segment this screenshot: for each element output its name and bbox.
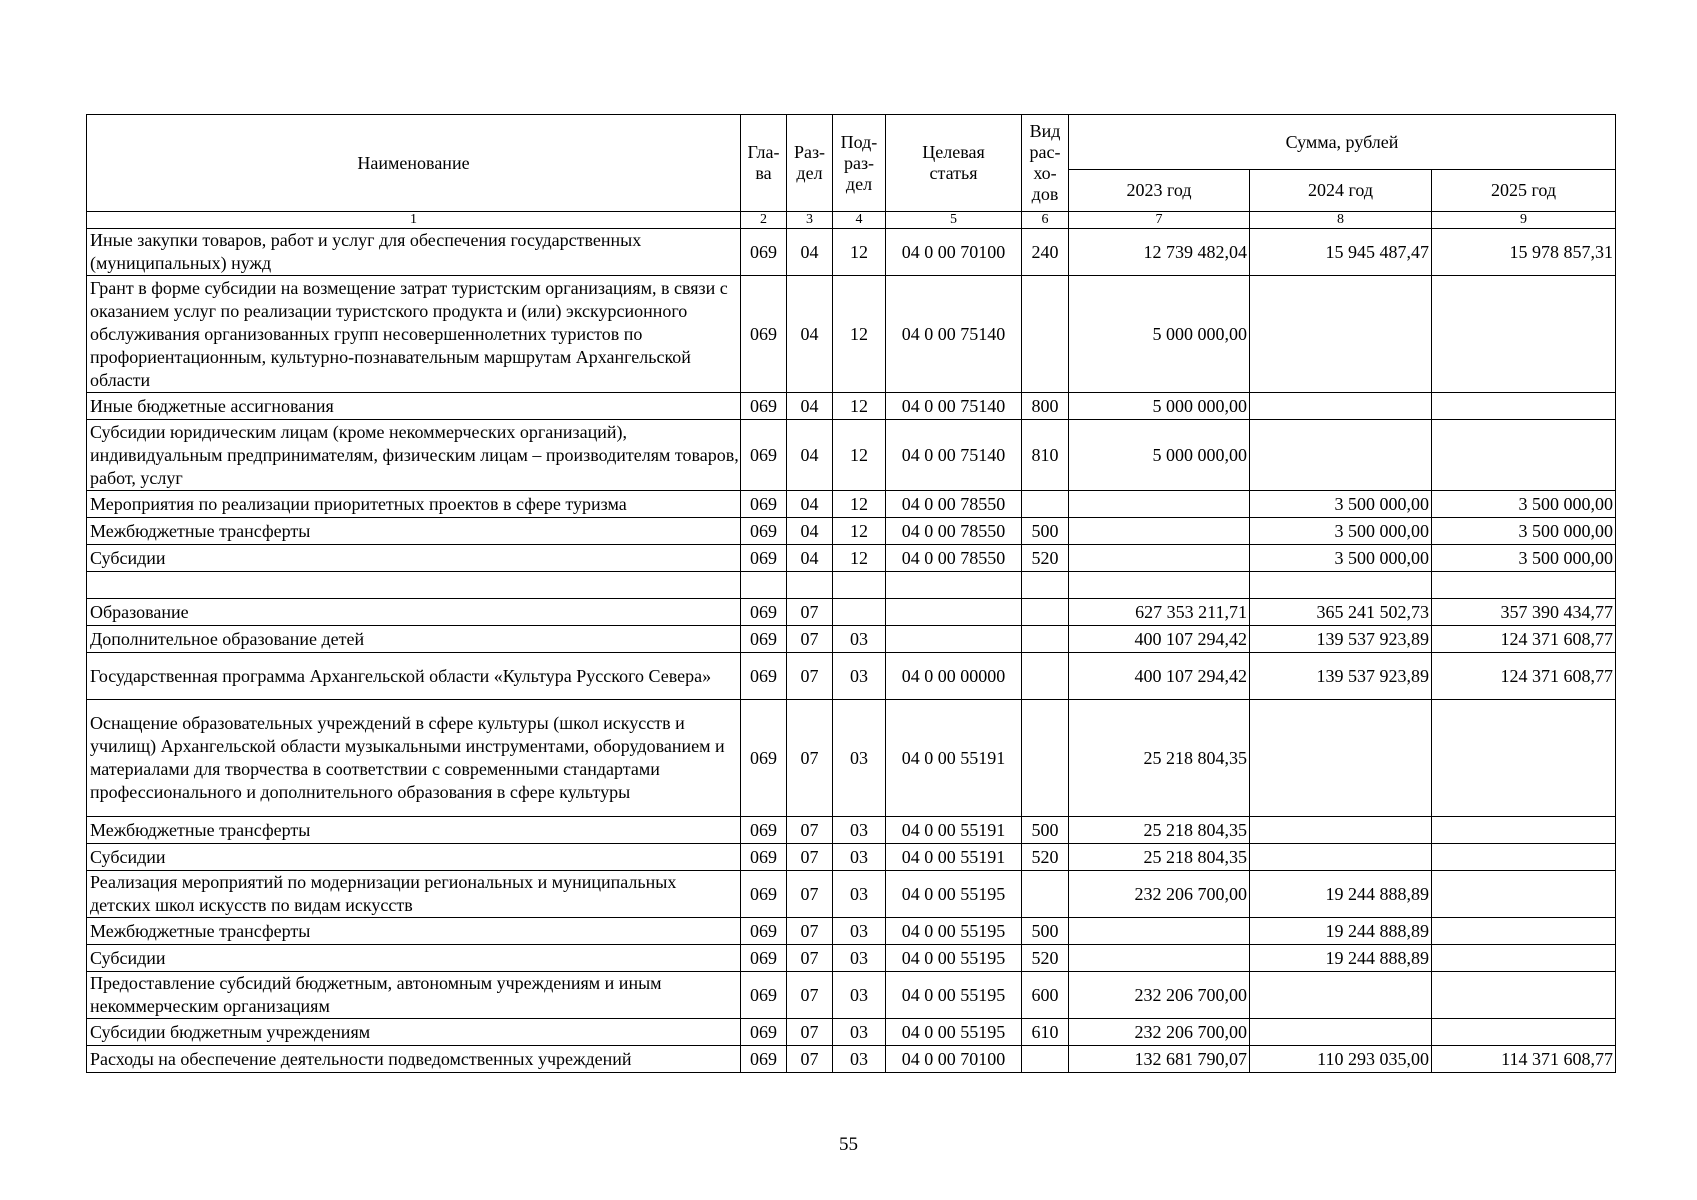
row-sum-2023: 232 206 700,00 bbox=[1069, 1019, 1250, 1046]
row-sum-2025 bbox=[1432, 276, 1616, 393]
header-year-2024: 2024 год bbox=[1250, 170, 1432, 212]
row-section: 07 bbox=[787, 626, 833, 653]
row-name: Субсидии bbox=[87, 844, 741, 871]
row-sum-2025: 124 371 608,77 bbox=[1432, 653, 1616, 700]
row-sum-2024: 365 241 502,73 bbox=[1250, 599, 1432, 626]
row-name: Субсидии юридическим лицам (кроме некоммерческих организаций), индивидуальным предпринимателям, физическим лицам – производителям товаров, работ, услуг bbox=[87, 420, 741, 491]
table-row bbox=[87, 653, 1616, 700]
row-target: 04 0 00 55195 bbox=[886, 945, 1022, 972]
row-sum-2025 bbox=[1432, 700, 1616, 817]
row-sum-2025 bbox=[1432, 817, 1616, 844]
row-subsection: 03 bbox=[833, 918, 886, 945]
row-sum-2025 bbox=[1432, 871, 1616, 918]
row-sum-2024: 15 945 487,47 bbox=[1250, 229, 1432, 276]
table-row bbox=[87, 700, 1616, 817]
row-chapter bbox=[741, 572, 787, 599]
row-chapter: 069 bbox=[741, 1046, 787, 1073]
table-row bbox=[87, 393, 1616, 420]
row-sum-2025: 3 500 000,00 bbox=[1432, 545, 1616, 572]
row-chapter: 069 bbox=[741, 918, 787, 945]
row-sum-2024 bbox=[1250, 844, 1432, 871]
row-sum-2025 bbox=[1432, 918, 1616, 945]
table-row-empty bbox=[87, 572, 1616, 599]
row-expense-type: 610 bbox=[1022, 1019, 1069, 1046]
row-name: Грант в форме субсидии на возмещение затрат туристским организациям, в связи с оказанием услуг по реализации туристского продукта и (или) экскурсионного обслуживания организованных групп несовершеннолетних туристов по профориентационным, культурно-познавательным маршрутам Архангельской области bbox=[87, 276, 741, 393]
row-sum-2024: 139 537 923,89 bbox=[1250, 626, 1432, 653]
row-target: 04 0 00 75140 bbox=[886, 393, 1022, 420]
row-sum-2025: 3 500 000,00 bbox=[1432, 518, 1616, 545]
row-section: 04 bbox=[787, 420, 833, 491]
row-sum-2024: 3 500 000,00 bbox=[1250, 491, 1432, 518]
column-number: 6 bbox=[1022, 212, 1069, 229]
header-chapter: Гла- ва bbox=[741, 115, 787, 212]
row-section: 07 bbox=[787, 918, 833, 945]
row-target: 04 0 00 55191 bbox=[886, 700, 1022, 817]
table-row bbox=[87, 817, 1616, 844]
row-chapter: 069 bbox=[741, 276, 787, 393]
row-name: Государственная программа Архангельской области «Культура Русского Севера» bbox=[87, 653, 741, 700]
row-sum-2025: 357 390 434,77 bbox=[1432, 599, 1616, 626]
row-section: 04 bbox=[787, 518, 833, 545]
table-row bbox=[87, 276, 1616, 393]
row-sum-2024 bbox=[1250, 572, 1432, 599]
row-sum-2025 bbox=[1432, 420, 1616, 491]
table-row bbox=[87, 420, 1616, 491]
row-section: 07 bbox=[787, 1019, 833, 1046]
row-chapter: 069 bbox=[741, 844, 787, 871]
row-sum-2023: 232 206 700,00 bbox=[1069, 972, 1250, 1019]
column-number-row bbox=[87, 212, 1616, 229]
row-subsection: 12 bbox=[833, 229, 886, 276]
row-sum-2024: 19 244 888,89 bbox=[1250, 918, 1432, 945]
row-expense-type bbox=[1022, 276, 1069, 393]
row-sum-2024 bbox=[1250, 817, 1432, 844]
row-subsection: 03 bbox=[833, 972, 886, 1019]
row-target: 04 0 00 00000 bbox=[886, 653, 1022, 700]
row-section: 07 bbox=[787, 599, 833, 626]
row-sum-2023 bbox=[1069, 945, 1250, 972]
row-chapter: 069 bbox=[741, 599, 787, 626]
row-section: 04 bbox=[787, 491, 833, 518]
row-sum-2025 bbox=[1432, 1019, 1616, 1046]
row-target: 04 0 00 78550 bbox=[886, 518, 1022, 545]
table-row bbox=[87, 871, 1616, 918]
row-subsection: 12 bbox=[833, 393, 886, 420]
row-sum-2025 bbox=[1432, 572, 1616, 599]
row-target: 04 0 00 55195 bbox=[886, 1019, 1022, 1046]
table-row bbox=[87, 518, 1616, 545]
table-row bbox=[87, 626, 1616, 653]
row-name: Реализация мероприятий по модернизации региональных и муниципальных детских школ искусств по видам искусств bbox=[87, 871, 741, 918]
column-number: 7 bbox=[1069, 212, 1250, 229]
table-row bbox=[87, 599, 1616, 626]
row-name: Субсидии bbox=[87, 545, 741, 572]
row-expense-type: 520 bbox=[1022, 945, 1069, 972]
row-sum-2024 bbox=[1250, 276, 1432, 393]
row-subsection: 12 bbox=[833, 491, 886, 518]
header-expense-type: Вид рас- хо- дов bbox=[1022, 115, 1069, 212]
row-sum-2024 bbox=[1250, 420, 1432, 491]
row-subsection bbox=[833, 572, 886, 599]
row-section: 07 bbox=[787, 817, 833, 844]
row-subsection: 03 bbox=[833, 1046, 886, 1073]
row-expense-type bbox=[1022, 1046, 1069, 1073]
row-sum-2025: 124 371 608,77 bbox=[1432, 626, 1616, 653]
row-subsection: 12 bbox=[833, 420, 886, 491]
row-expense-type bbox=[1022, 572, 1069, 599]
row-sum-2025 bbox=[1432, 393, 1616, 420]
row-sum-2023 bbox=[1069, 545, 1250, 572]
table-row bbox=[87, 945, 1616, 972]
row-subsection: 03 bbox=[833, 1019, 886, 1046]
row-sum-2023: 5 000 000,00 bbox=[1069, 393, 1250, 420]
row-target: 04 0 00 78550 bbox=[886, 491, 1022, 518]
row-name: Межбюджетные трансферты bbox=[87, 518, 741, 545]
row-chapter: 069 bbox=[741, 545, 787, 572]
budget-table bbox=[86, 114, 1616, 1073]
row-sum-2025 bbox=[1432, 844, 1616, 871]
row-target: 04 0 00 70100 bbox=[886, 229, 1022, 276]
row-chapter: 069 bbox=[741, 653, 787, 700]
row-expense-type: 800 bbox=[1022, 393, 1069, 420]
column-number: 4 bbox=[833, 212, 886, 229]
row-sum-2025: 3 500 000,00 bbox=[1432, 491, 1616, 518]
row-chapter: 069 bbox=[741, 420, 787, 491]
table-row bbox=[87, 972, 1616, 1019]
table-row bbox=[87, 545, 1616, 572]
row-sum-2025: 15 978 857,31 bbox=[1432, 229, 1616, 276]
row-expense-type: 500 bbox=[1022, 518, 1069, 545]
column-number: 9 bbox=[1432, 212, 1616, 229]
row-name: Дополнительное образование детей bbox=[87, 626, 741, 653]
row-subsection: 12 bbox=[833, 518, 886, 545]
row-subsection: 03 bbox=[833, 844, 886, 871]
row-section: 07 bbox=[787, 972, 833, 1019]
row-sum-2023 bbox=[1069, 491, 1250, 518]
table-row bbox=[87, 229, 1616, 276]
row-expense-type bbox=[1022, 871, 1069, 918]
row-expense-type: 500 bbox=[1022, 817, 1069, 844]
row-chapter: 069 bbox=[741, 817, 787, 844]
row-chapter: 069 bbox=[741, 518, 787, 545]
row-section: 04 bbox=[787, 229, 833, 276]
row-section: 07 bbox=[787, 700, 833, 817]
row-sum-2023: 25 218 804,35 bbox=[1069, 700, 1250, 817]
row-target: 04 0 00 70100 bbox=[886, 1046, 1022, 1073]
row-chapter: 069 bbox=[741, 393, 787, 420]
column-number: 8 bbox=[1250, 212, 1432, 229]
row-sum-2023: 12 739 482,04 bbox=[1069, 229, 1250, 276]
row-sum-2023: 400 107 294,42 bbox=[1069, 626, 1250, 653]
row-expense-type: 600 bbox=[1022, 972, 1069, 1019]
row-section: 07 bbox=[787, 1046, 833, 1073]
row-expense-type: 500 bbox=[1022, 918, 1069, 945]
row-sum-2023: 5 000 000,00 bbox=[1069, 276, 1250, 393]
row-subsection: 03 bbox=[833, 653, 886, 700]
row-target: 04 0 00 55191 bbox=[886, 817, 1022, 844]
column-number: 5 bbox=[886, 212, 1022, 229]
row-subsection: 03 bbox=[833, 945, 886, 972]
row-sum-2024 bbox=[1250, 393, 1432, 420]
row-name: Мероприятия по реализации приоритетных проектов в сфере туризма bbox=[87, 491, 741, 518]
row-section: 07 bbox=[787, 871, 833, 918]
row-subsection: 12 bbox=[833, 276, 886, 393]
header-year-2025: 2025 год bbox=[1432, 170, 1616, 212]
row-chapter: 069 bbox=[741, 1019, 787, 1046]
row-sum-2024: 3 500 000,00 bbox=[1250, 545, 1432, 572]
row-expense-type bbox=[1022, 599, 1069, 626]
header-section: Раз- дел bbox=[787, 115, 833, 212]
row-sum-2024: 139 537 923,89 bbox=[1250, 653, 1432, 700]
row-expense-type: 240 bbox=[1022, 229, 1069, 276]
column-number: 1 bbox=[87, 212, 741, 229]
row-target: 04 0 00 55195 bbox=[886, 918, 1022, 945]
row-subsection: 03 bbox=[833, 817, 886, 844]
row-sum-2025 bbox=[1432, 972, 1616, 1019]
row-target: 04 0 00 75140 bbox=[886, 276, 1022, 393]
row-name bbox=[87, 572, 741, 599]
row-target: 04 0 00 55195 bbox=[886, 972, 1022, 1019]
row-sum-2024: 19 244 888,89 bbox=[1250, 871, 1432, 918]
column-number: 2 bbox=[741, 212, 787, 229]
row-sum-2023: 25 218 804,35 bbox=[1069, 844, 1250, 871]
row-target bbox=[886, 572, 1022, 599]
table-row bbox=[87, 1019, 1616, 1046]
row-section: 07 bbox=[787, 653, 833, 700]
row-sum-2024 bbox=[1250, 700, 1432, 817]
row-sum-2024 bbox=[1250, 1019, 1432, 1046]
row-name: Межбюджетные трансферты bbox=[87, 918, 741, 945]
column-number: 3 bbox=[787, 212, 833, 229]
row-expense-type bbox=[1022, 626, 1069, 653]
table-row bbox=[87, 1046, 1616, 1073]
row-chapter: 069 bbox=[741, 229, 787, 276]
row-expense-type: 520 bbox=[1022, 844, 1069, 871]
header-sum: Сумма, рублей bbox=[1069, 115, 1616, 170]
row-target bbox=[886, 599, 1022, 626]
row-name: Субсидии бюджетным учреждениям bbox=[87, 1019, 741, 1046]
row-subsection bbox=[833, 599, 886, 626]
row-sum-2025: 114 371 608,77 bbox=[1432, 1046, 1616, 1073]
row-subsection: 03 bbox=[833, 871, 886, 918]
row-sum-2023 bbox=[1069, 518, 1250, 545]
row-sum-2023 bbox=[1069, 572, 1250, 599]
row-sum-2024 bbox=[1250, 972, 1432, 1019]
row-expense-type bbox=[1022, 491, 1069, 518]
row-target: 04 0 00 55191 bbox=[886, 844, 1022, 871]
row-chapter: 069 bbox=[741, 945, 787, 972]
row-name: Расходы на обеспечение деятельности подведомственных учреждений bbox=[87, 1046, 741, 1073]
row-chapter: 069 bbox=[741, 491, 787, 518]
row-chapter: 069 bbox=[741, 700, 787, 817]
row-section: 07 bbox=[787, 844, 833, 871]
header-name: Наименование bbox=[87, 115, 741, 212]
row-section: 04 bbox=[787, 276, 833, 393]
row-sum-2024: 3 500 000,00 bbox=[1250, 518, 1432, 545]
row-target bbox=[886, 626, 1022, 653]
row-subsection: 03 bbox=[833, 700, 886, 817]
row-sum-2023: 627 353 211,71 bbox=[1069, 599, 1250, 626]
row-name: Межбюджетные трансферты bbox=[87, 817, 741, 844]
row-chapter: 069 bbox=[741, 871, 787, 918]
row-name: Субсидии bbox=[87, 945, 741, 972]
row-section: 04 bbox=[787, 545, 833, 572]
header-target: Целевая статья bbox=[886, 115, 1022, 212]
row-expense-type: 520 bbox=[1022, 545, 1069, 572]
row-name: Образование bbox=[87, 599, 741, 626]
row-sum-2024: 19 244 888,89 bbox=[1250, 945, 1432, 972]
row-sum-2023: 25 218 804,35 bbox=[1069, 817, 1250, 844]
row-expense-type bbox=[1022, 653, 1069, 700]
row-sum-2023 bbox=[1069, 918, 1250, 945]
row-sum-2023: 5 000 000,00 bbox=[1069, 420, 1250, 491]
row-expense-type: 810 bbox=[1022, 420, 1069, 491]
row-name: Оснащение образовательных учреждений в сфере культуры (школ искусств и училищ) Архангельской области музыкальными инструментами, оборудованием и материалами для творчества в соответствии с современными стандартами профессионального и дополнительного образования в сфере культуры bbox=[87, 700, 741, 817]
row-name: Иные закупки товаров, работ и услуг для обеспечения государственных (муниципальных) нужд bbox=[87, 229, 741, 276]
header-year-2023: 2023 год bbox=[1069, 170, 1250, 212]
row-sum-2023: 232 206 700,00 bbox=[1069, 871, 1250, 918]
row-expense-type bbox=[1022, 700, 1069, 817]
row-subsection: 12 bbox=[833, 545, 886, 572]
table-row bbox=[87, 918, 1616, 945]
row-sum-2023: 132 681 790,07 bbox=[1069, 1046, 1250, 1073]
row-section: 07 bbox=[787, 945, 833, 972]
table-row bbox=[87, 844, 1616, 871]
row-subsection: 03 bbox=[833, 626, 886, 653]
row-name: Иные бюджетные ассигнования bbox=[87, 393, 741, 420]
row-sum-2024: 110 293 035,00 bbox=[1250, 1046, 1432, 1073]
row-section bbox=[787, 572, 833, 599]
row-section: 04 bbox=[787, 393, 833, 420]
row-chapter: 069 bbox=[741, 626, 787, 653]
table-row bbox=[87, 491, 1616, 518]
row-target: 04 0 00 78550 bbox=[886, 545, 1022, 572]
page-number: 55 bbox=[839, 1134, 858, 1155]
row-target: 04 0 00 55195 bbox=[886, 871, 1022, 918]
header-subsection: Под- раз- дел bbox=[833, 115, 886, 212]
row-sum-2025 bbox=[1432, 945, 1616, 972]
row-chapter: 069 bbox=[741, 972, 787, 1019]
row-name: Предоставление субсидий бюджетным, автономным учреждениям и иным некоммерческим организациям bbox=[87, 972, 741, 1019]
row-sum-2023: 400 107 294,42 bbox=[1069, 653, 1250, 700]
row-target: 04 0 00 75140 bbox=[886, 420, 1022, 491]
